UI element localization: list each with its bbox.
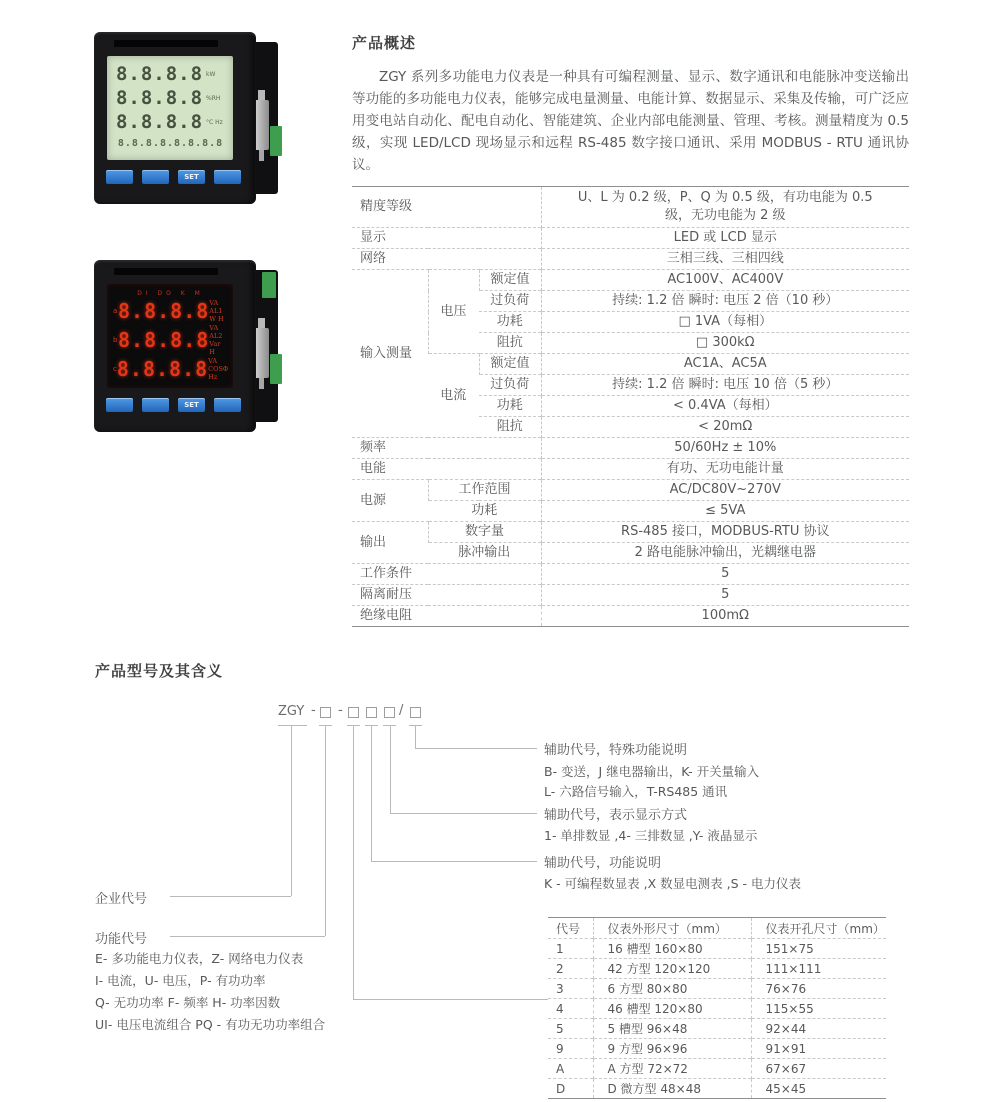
spec-cell: 2 路电能脉冲输出，光耦继电器	[541, 543, 909, 564]
lcd-display	[107, 56, 233, 160]
spec-row	[352, 564, 909, 585]
spec-cell: 三相三线、三相四线	[541, 249, 909, 270]
size-table	[548, 917, 886, 1099]
lcd-bottom-digits: 8.8.8.8.8.8.8.8	[117, 138, 224, 149]
phase-label: b	[113, 336, 118, 344]
spec-cell: 过负荷	[479, 375, 541, 396]
spec-cell: □ 300kΩ	[541, 333, 909, 354]
size-cell: A 方型 72×72	[593, 1059, 751, 1079]
annotation-line: B- 变送，J 继电器输出，K- 开关量输入	[544, 764, 760, 779]
led-row	[113, 356, 228, 382]
overview-heading: 产品概述	[352, 34, 417, 52]
meter-button-row	[106, 398, 246, 412]
size-header-row	[548, 918, 886, 939]
spec-cell: AC/DC80V~270V	[541, 480, 909, 501]
company-code-label: 企业代号	[95, 892, 148, 907]
spec-row	[352, 480, 909, 501]
connector-line	[390, 813, 537, 814]
size-cell: A	[548, 1059, 593, 1079]
spec-table	[352, 186, 909, 627]
annotation-line: 1- 单排数显 ,4- 三排数显 ,Y- 液晶显示	[544, 828, 758, 843]
size-row	[548, 939, 886, 959]
mounting-clip	[254, 100, 269, 150]
code-box	[348, 707, 359, 718]
spec-row	[352, 249, 909, 270]
lcd-digits: 8.8.8.8	[115, 63, 204, 85]
lcd-unit-label: °C Hz	[206, 118, 223, 126]
lcd-digits: 8.8.8.8	[115, 87, 204, 109]
meter-button	[106, 170, 133, 184]
size-cell: 仪表外形尺寸（mm）	[593, 918, 751, 939]
size-cell: 6 方型 80×80	[593, 979, 751, 999]
connector-line	[170, 896, 291, 897]
connector-line	[415, 748, 537, 749]
spec-row	[352, 459, 909, 480]
phase-label: a	[113, 307, 118, 315]
function-note-line: UI- 电压电流组合 PQ - 有功无功功率组合	[95, 1017, 326, 1032]
size-cell: 46 槽型 120×80	[593, 999, 751, 1019]
size-row	[548, 959, 886, 979]
spec-cell: 显示	[352, 228, 541, 249]
lcd-row	[113, 86, 228, 110]
phase-label: c	[113, 365, 117, 373]
connector-line	[371, 726, 372, 861]
connector-line	[291, 726, 292, 896]
spec-cell: 数字量	[428, 522, 541, 543]
size-cell: 2	[548, 959, 593, 979]
spec-row	[352, 606, 909, 627]
connector-line	[170, 936, 325, 937]
spec-cell: 100mΩ	[541, 606, 909, 627]
spec-cell: 电流	[428, 354, 479, 438]
spec-cell: 持续: 1.2 倍 瞬时: 电压 2 倍（10 秒）	[541, 291, 909, 312]
code-box	[384, 707, 395, 718]
led-display	[107, 284, 233, 388]
spec-cell: 持续: 1.2 倍 瞬时: 电压 10 倍（5 秒）	[541, 375, 909, 396]
product-photo-lcd-meter	[94, 28, 286, 210]
meter-button	[142, 170, 169, 184]
spec-row	[352, 585, 909, 606]
led-digits: 8.8.8.8	[117, 328, 210, 352]
connector-line	[371, 861, 537, 862]
spec-cell: ≤ 5VA	[541, 501, 909, 522]
meter-set-button: SET	[178, 170, 205, 184]
size-cell: 9	[548, 1039, 593, 1059]
spec-cell: LED 或 LCD 显示	[541, 228, 909, 249]
led-unit: VA AL1	[209, 299, 223, 315]
code-dash: -	[338, 703, 343, 718]
led-unit: W H	[209, 315, 224, 323]
function-note-line: I- 电流，U- 电压，P- 有功功率	[95, 973, 266, 988]
annotation-title: 辅助代号，特殊功能说明	[544, 743, 688, 758]
size-cell: 67×67	[751, 1059, 886, 1079]
lcd-row	[113, 110, 228, 134]
size-cell: 4	[548, 999, 593, 1019]
code-box	[320, 707, 331, 718]
annotation-line: L- 六路信号输入，T-RS485 通讯	[544, 784, 728, 799]
led-row	[113, 324, 228, 356]
connector-line	[325, 726, 326, 936]
spec-cell: U、L 为 0.2 级，P、Q 为 0.5 级，有功电能为 0.5 级，无功电能为 2 级	[541, 187, 909, 228]
spec-cell: AC1A、AC5A	[541, 354, 909, 375]
spec-cell: RS-485 接口，MODBUS-RTU 协议	[541, 522, 909, 543]
size-cell: 仪表开孔尺寸（mm）	[751, 918, 886, 939]
led-digits: 8.8.8.8	[117, 299, 210, 323]
function-note-line: E- 多功能电力仪表，Z- 网络电力仪表	[95, 951, 304, 966]
lcd-digits: 8.8.8.8	[115, 111, 204, 133]
spec-cell: 阻抗	[479, 417, 541, 438]
mounting-clip	[254, 328, 269, 378]
spec-cell: 工作范围	[428, 480, 541, 501]
spec-cell: 阻抗	[479, 333, 541, 354]
size-cell: 代号	[556, 921, 581, 936]
spec-cell: 工作条件	[352, 564, 541, 585]
size-cell: 91×91	[751, 1039, 886, 1059]
meter-button-row	[106, 170, 246, 184]
size-cell: 3	[548, 979, 593, 999]
spec-cell: 电源	[352, 480, 428, 522]
connector-line	[415, 726, 416, 748]
terminal-block	[270, 354, 282, 384]
led-unit: Var H	[209, 340, 221, 356]
meter-set-button: SET	[178, 398, 205, 412]
spec-cell: 功耗	[428, 501, 541, 522]
spec-row	[352, 187, 909, 228]
size-row	[548, 1039, 886, 1059]
spec-cell: 输出	[352, 522, 428, 564]
size-cell: 115×55	[751, 999, 886, 1019]
lcd-unit-label: %RH	[206, 94, 221, 102]
spec-cell: 网络	[352, 249, 541, 270]
size-cell: 111×111	[751, 959, 886, 979]
size-row	[548, 1019, 886, 1039]
spec-cell: 额定值	[479, 354, 541, 375]
size-row	[548, 979, 886, 999]
vent-slot	[114, 40, 218, 47]
spec-cell: 绝缘电阻	[352, 606, 541, 627]
size-cell: 45×45	[751, 1079, 886, 1099]
size-row	[548, 1079, 886, 1099]
code-box	[410, 707, 421, 718]
meter-button	[106, 398, 133, 412]
led-unit: VA	[208, 357, 218, 365]
spec-row	[352, 522, 909, 543]
meter-front-panel	[94, 260, 256, 432]
led-unit: VA AL2	[209, 324, 223, 340]
model-heading: 产品型号及其含义	[95, 662, 224, 680]
connector-line	[353, 726, 354, 999]
spec-cell: 电能	[352, 459, 541, 480]
connector-line	[353, 999, 548, 1000]
spec-cell: AC100V、AC400V	[541, 270, 909, 291]
size-row	[548, 1059, 886, 1079]
size-cell: 9 方型 96×96	[593, 1039, 751, 1059]
spec-cell: 精度等级	[360, 199, 413, 214]
meter-button	[214, 170, 241, 184]
led-unit-labels	[208, 357, 228, 381]
led-status-labels: DI DO K M	[137, 290, 204, 297]
spec-cell: 有功、无功电能计量	[541, 459, 909, 480]
size-cell: 5	[548, 1019, 593, 1039]
size-cell: 16 槽型 160×80	[593, 939, 751, 959]
spec-row	[352, 438, 909, 459]
led-digits: 8.8.8.8	[116, 357, 209, 381]
spec-cell: 功耗	[479, 396, 541, 417]
lcd-row	[113, 62, 228, 86]
meter-button	[142, 398, 169, 412]
spec-cell: 5	[541, 564, 909, 585]
terminal-block	[262, 272, 276, 298]
size-cell: 5 槽型 96×48	[593, 1019, 751, 1039]
led-unit-labels	[209, 324, 228, 356]
annotation-line: K - 可编程数显表 ,X 数显电测表 ,S - 电力仪表	[544, 876, 801, 891]
size-row	[548, 999, 886, 1019]
code-slash: /	[399, 703, 404, 718]
lcd-unit-label: kW	[206, 70, 216, 78]
spec-row	[352, 228, 909, 249]
spec-cell: 额定值	[479, 270, 541, 291]
connector-line	[390, 726, 391, 813]
function-code-label: 功能代号	[95, 932, 148, 947]
meter-front-panel	[94, 32, 256, 204]
size-cell: D	[548, 1079, 593, 1099]
code-underline	[278, 725, 307, 726]
code-box	[366, 707, 377, 718]
meter-button	[214, 398, 241, 412]
size-cell: 151×75	[751, 939, 886, 959]
size-cell: D 微方型 48×48	[593, 1079, 751, 1099]
led-unit-labels	[209, 299, 228, 323]
annotation-title: 辅助代号，表示显示方式	[544, 808, 688, 823]
size-cell: 42 方型 120×120	[593, 959, 751, 979]
led-unit: COSΦ Hz	[208, 365, 229, 381]
spec-cell: 电压	[428, 270, 479, 354]
terminal-block	[270, 126, 282, 156]
spec-cell: 功耗	[479, 312, 541, 333]
spec-cell: < 20mΩ	[541, 417, 909, 438]
spec-cell: 隔离耐压	[352, 585, 541, 606]
spec-row	[352, 543, 909, 564]
product-photo-led-meter	[94, 256, 286, 448]
spec-cell: < 0.4VA（每相）	[541, 396, 909, 417]
size-cell: 76×76	[751, 979, 886, 999]
spec-row	[352, 270, 909, 291]
spec-cell: 5	[541, 585, 909, 606]
overview-paragraph: ZGY 系列多功能电力仪表是一种具有可编程测量、显示、数字通讯和电能脉冲变送输出等功能的多功能电力仪表，能够完成电量测量、电能计算、数据显示、采集及传输，可广泛应用变电站自动化、配电自动化、智能建筑、企业内部电能测量、管理、考核。测量精度为 0.5 级，实现 LED/LCD 现场显示和远程 RS-485 数字接口通讯、采用 MODBUS - RTU 通讯协议。	[352, 69, 909, 173]
spec-cell: 过负荷	[479, 291, 541, 312]
model-code-prefix: ZGY	[278, 704, 305, 719]
annotation-title: 辅助代号，功能说明	[544, 856, 662, 871]
spec-cell: 50/60Hz ± 10%	[541, 438, 909, 459]
function-note-line: Q- 无功功率 F- 频率 H- 功率因数	[95, 995, 281, 1010]
spec-cell: 输入测量	[352, 270, 428, 438]
function-code-notes	[95, 948, 325, 1036]
spec-cell: □ 1VA（每相）	[541, 312, 909, 333]
size-cell: 1	[548, 939, 593, 959]
size-cell: 92×44	[751, 1019, 886, 1039]
led-row	[113, 298, 228, 324]
spec-cell: 频率	[352, 438, 541, 459]
code-dash: -	[311, 703, 316, 718]
vent-slot	[114, 268, 218, 275]
spec-row	[352, 354, 909, 375]
spec-row	[352, 501, 909, 522]
spec-cell: 脉冲输出	[428, 543, 541, 564]
